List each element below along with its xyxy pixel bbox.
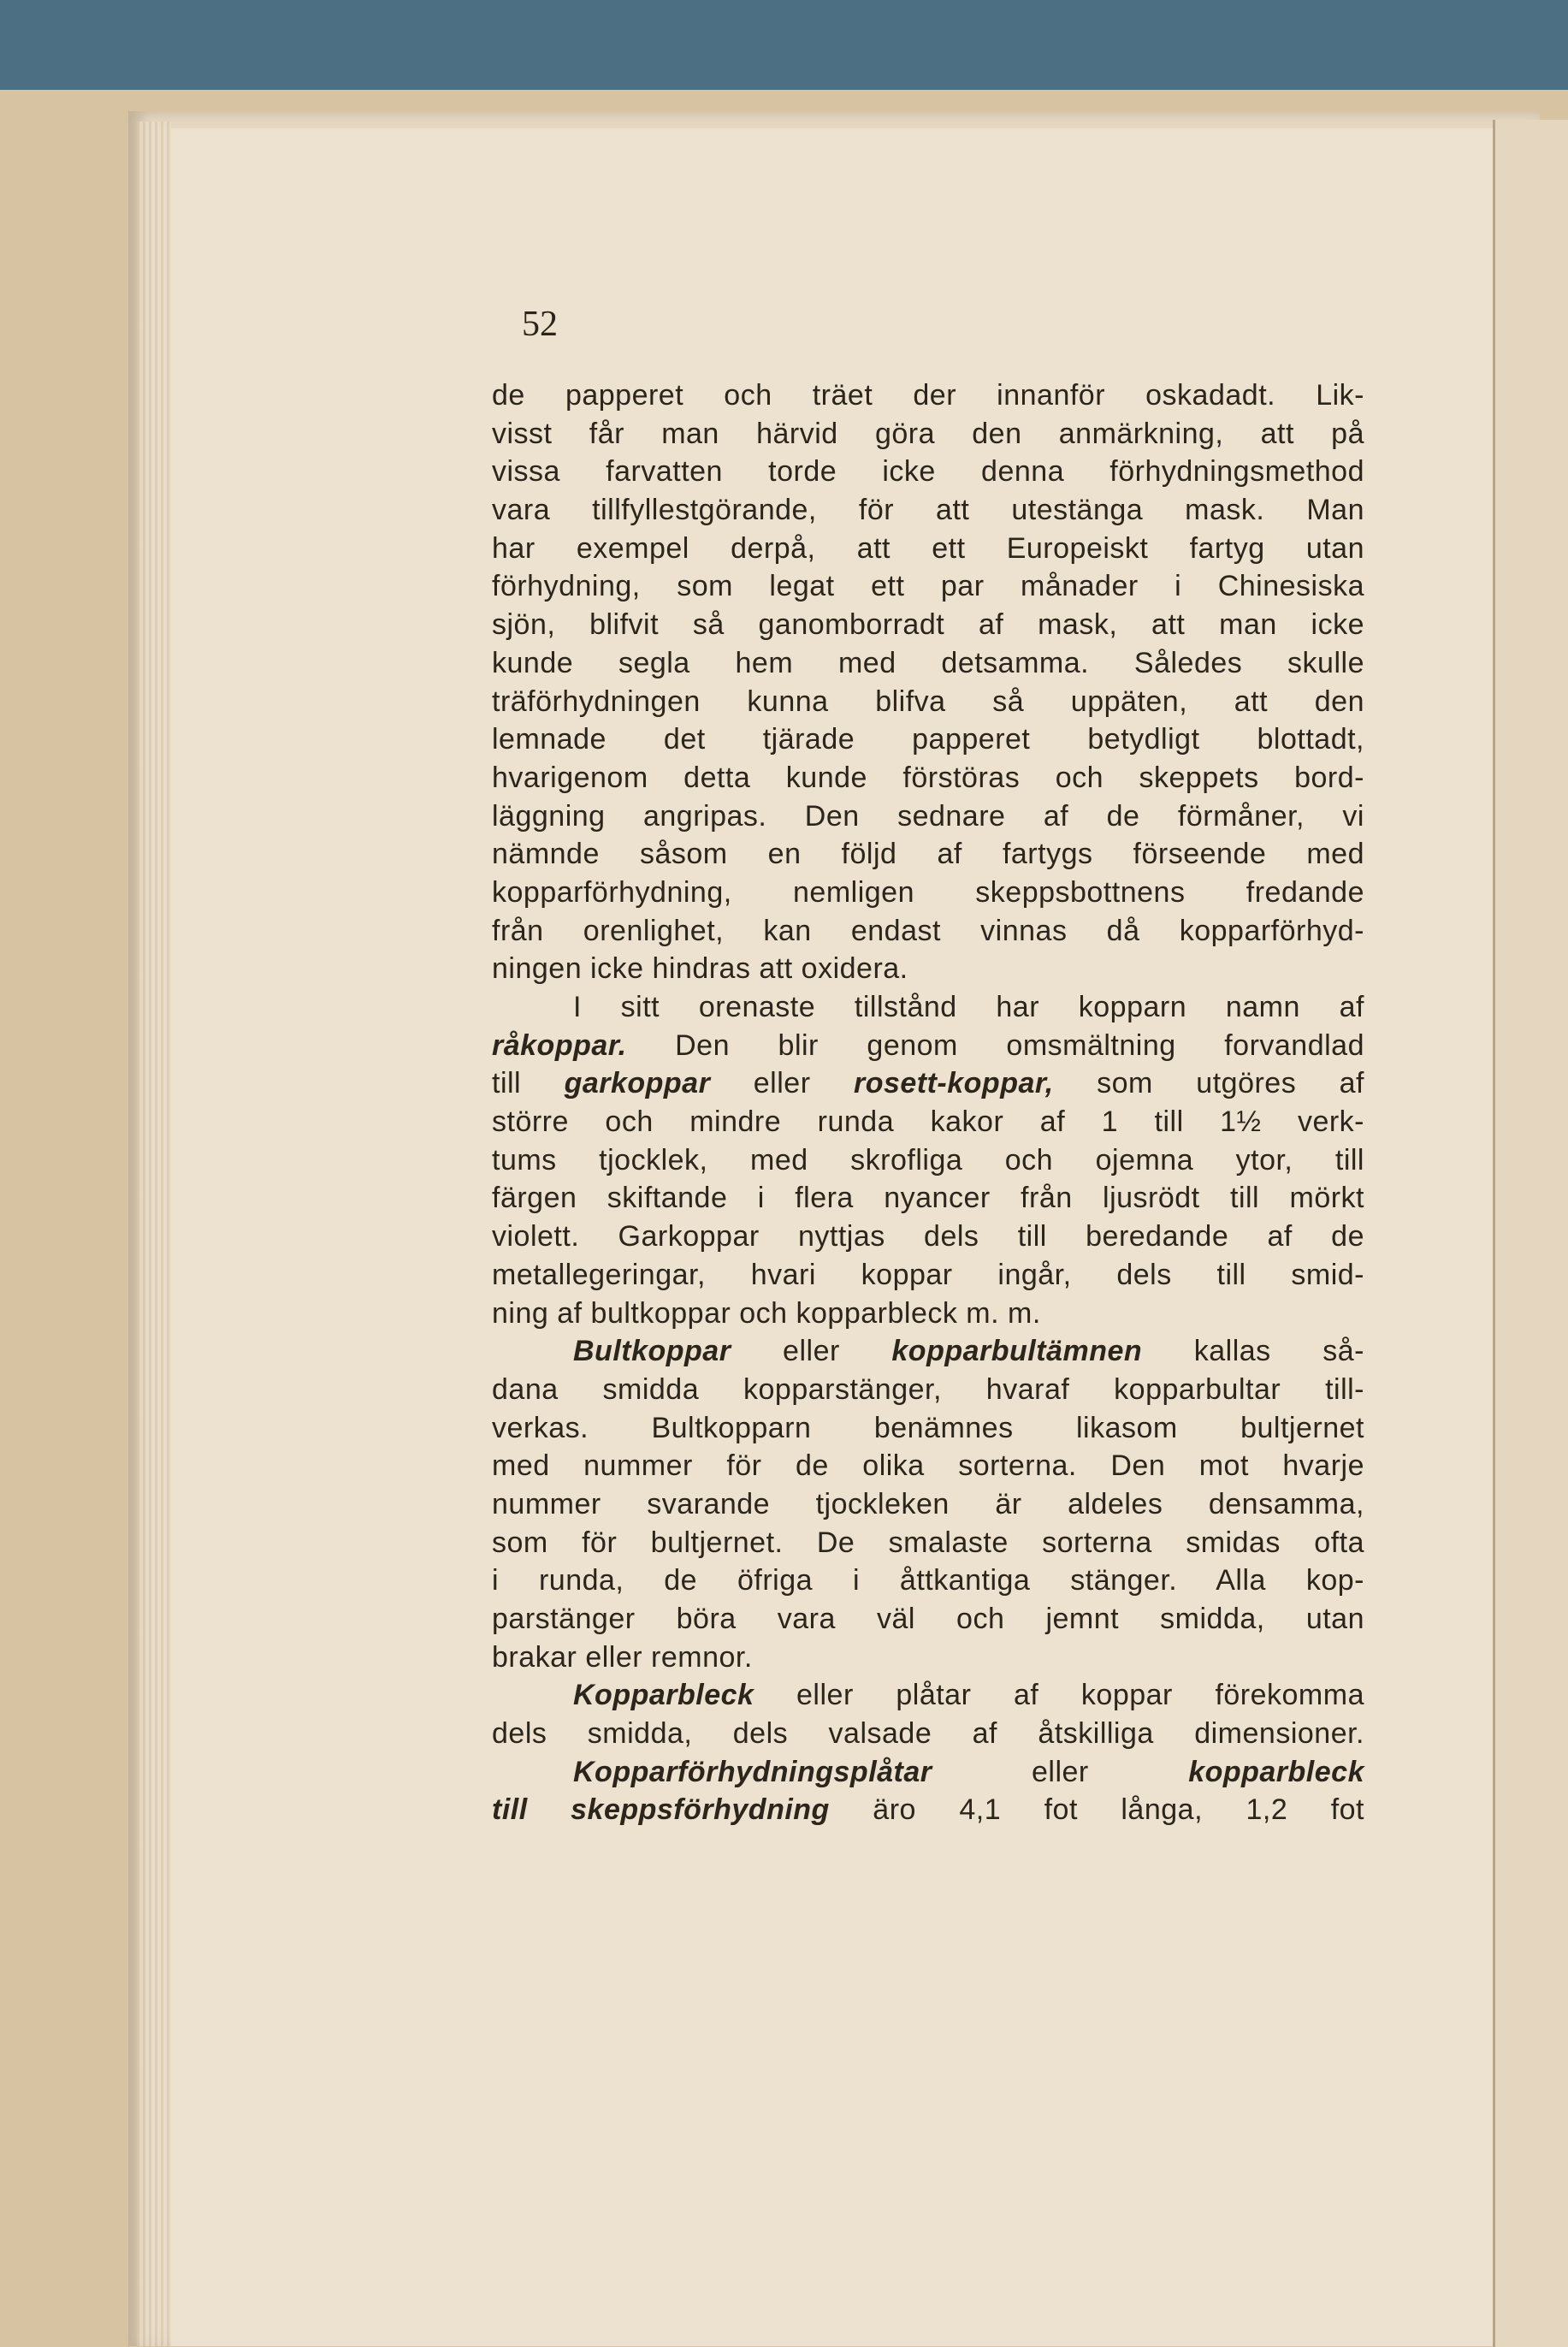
text-segment: kopparförhydning, nemligen skeppsbottnens fredande [492,875,1364,909]
text-line [492,1791,1364,1829]
text-line [492,1218,1364,1256]
text-segment: violett. Garkoppar nyttjas dels till beredande af de [492,1220,1364,1254]
text-line [492,1027,1364,1065]
text-segment: har exempel derpå, att ett Europeiskt fartyg utan [492,531,1364,565]
text-line [492,1715,1364,1753]
text-segment: färgen skiftande i flera nyancer från ljusrödt till mörkt [492,1182,1364,1215]
text-segment: Kopparförhydningsplåtar [573,1755,932,1788]
text-line [492,912,1364,951]
text-segment: som utgöres af [1053,1067,1365,1100]
text-segment: kopparbleck [1188,1755,1364,1788]
text-segment: vissa farvatten torde icke denna förhydningsmethod [492,455,1364,489]
text-line [492,491,1364,530]
text-line [492,567,1364,606]
text-line [492,835,1364,874]
text-line [492,1447,1364,1485]
text-segment: läggning angripas. Den sednare af de förmåner, vi [492,799,1364,833]
text-line [492,1103,1364,1141]
text-segment: garkoppar [564,1067,711,1100]
text-line [492,1485,1364,1524]
text-segment: med nummer för de olika sorterna. Den mot hvarje [492,1449,1364,1483]
text-line [492,1179,1364,1218]
text-line [492,874,1364,912]
text-segment: eller [710,1067,854,1100]
text-line [492,1753,1364,1792]
text-segment: de papperet och träet der innanför oskadadt. Lik- [492,379,1364,412]
text-segment: kunde segla hem med detsamma. Således skulle [492,646,1364,679]
text-line [492,1409,1364,1448]
text-line [492,1524,1364,1562]
text-segment: Kopparbleck [573,1679,754,1712]
text-segment: kopparbultämnen [891,1335,1143,1368]
text-line [492,1064,1364,1103]
text-segment: nummer svarande tjockleken är aldeles densamma, [492,1487,1364,1520]
text-segment: kallas så- [1142,1335,1364,1368]
page-number: 52 [522,305,558,344]
text-line [492,683,1364,721]
text-segment: hvarigenom detta kunde förstöras och skeppets bord- [492,761,1364,794]
text-segment: i runda, de öfriga i åttkantiga stänger. Alla kop- [492,1564,1364,1597]
text-line [492,1295,1364,1333]
text-line [492,797,1364,836]
text-line [492,1141,1364,1180]
text-line [492,950,1364,988]
text-segment: till skeppsförhydning [492,1793,830,1827]
text-line [492,988,1364,1027]
text-line [492,1639,1364,1677]
text-segment: metallegeringar, hvari koppar ingår, dels till smid- [492,1258,1364,1291]
text-segment: äro 4,1 fot långa, 1,2 fot [829,1793,1364,1827]
text-line [492,530,1364,568]
text-line [492,1676,1364,1715]
text-segment: till [492,1067,565,1100]
text-line [492,1600,1364,1639]
text-segment: eller [932,1755,1189,1788]
text-segment: ningen icke hindras att oxidera. [492,952,908,986]
text-line [492,1256,1364,1295]
text-line [492,720,1364,759]
text-segment: sjön, blifvit så ganomborradt af mask, att man icke [492,608,1364,642]
text-segment: dana smidda kopparstänger, hvaraf kopparbultar till- [492,1372,1364,1406]
facing-page-edge [1493,120,1568,2347]
text-segment: från orenlighet, kan endast vinnas då kopparförhyd- [492,914,1364,947]
text-line [492,453,1364,491]
text-segment: större och mindre runda kakor af 1 till 1½ verk- [492,1105,1364,1139]
text-segment: parstänger böra vara väl och jemnt smidda, utan [492,1603,1364,1635]
text-segment: tums tjocklek, med skrofliga och ojemna ytor, till [492,1143,1364,1176]
text-segment: dels smidda, dels valsade af åtskilliga dimensioner. [492,1717,1364,1751]
text-segment: som för bultjernet. De smalaste sorterna smidas ofta [492,1526,1364,1559]
text-line [492,1332,1364,1371]
body-text [492,376,1364,1829]
text-segment: ning af bultkoppar och kopparbleck m. m. [492,1296,1041,1330]
text-line [492,376,1364,415]
text-segment: lemnade det tjärade papperet betydligt blottadt, [492,723,1364,756]
text-line [492,606,1364,644]
text-segment: eller [731,1335,892,1368]
text-line [492,1371,1364,1409]
text-segment: Bultkoppar [573,1335,731,1368]
text-segment: eller plåtar af koppar förekomma [754,1679,1364,1712]
text-segment: verkas. Bultkopparn benämnes likasom bultjernet [492,1411,1364,1444]
text-segment: Den blir genom omsmältning forvandlad [626,1028,1364,1062]
text-line [492,759,1364,797]
text-segment: råkoppar. [492,1028,627,1062]
text-segment: rosett-koppar, [853,1067,1054,1100]
text-segment: I sitt orenaste tillstånd har kopparn namn af [573,991,1364,1023]
text-segment: förhydning, som legat ett par månader i Chinesiska [492,570,1364,603]
text-line [492,415,1364,453]
text-line [492,1562,1364,1600]
text-segment: brakar eller remnor. [492,1640,753,1674]
text-segment: vara tillfyllestgörande, för att utestänga mask. Man [492,494,1364,527]
text-segment: visst får man härvid göra den anmärkning, att på [492,417,1364,450]
text-segment: nämnde såsom en följd af fartygs förseende med [492,838,1364,871]
text-line [492,644,1364,683]
text-segment: träförhydningen kunna blifva så uppäten, att den [492,685,1364,718]
